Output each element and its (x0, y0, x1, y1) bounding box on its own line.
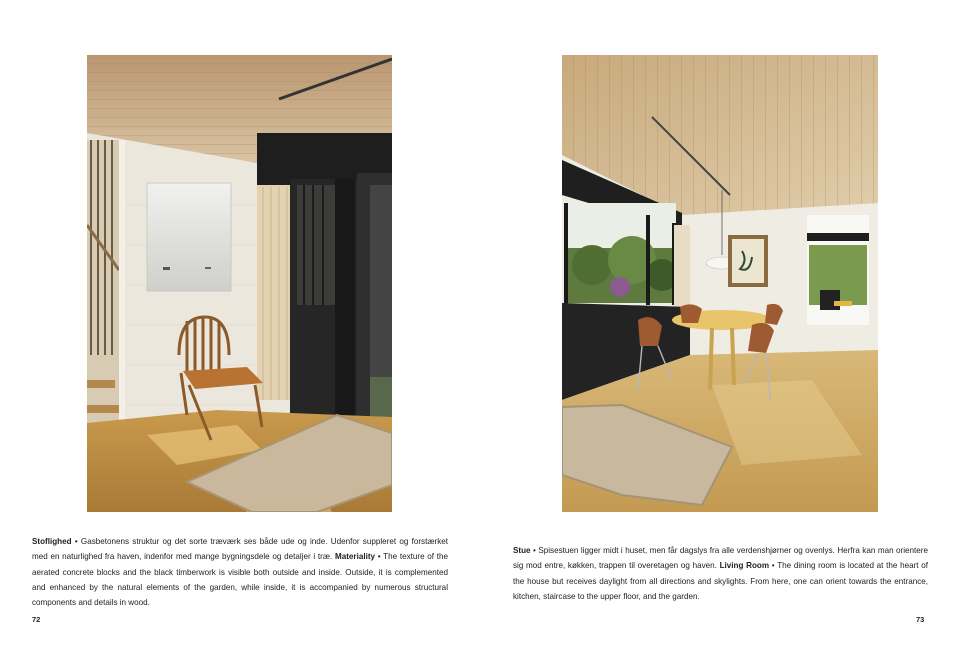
caption-text-en: The dining room is located at the heart of the house but receives daylight from all directions and skylights. From here, one can orient towards the entrance, kitchen, staircase to the upper floor, and the garden. (513, 561, 929, 601)
bullet: • (533, 546, 536, 555)
caption-heading-da: Stue (513, 546, 531, 555)
caption-right (513, 543, 928, 604)
page-number-right: 73 (916, 615, 925, 624)
page-number-left: 72 (32, 615, 41, 624)
caption-heading-da: Stoflighed (32, 537, 72, 546)
caption-text-da: Gasbetonens struktur og det sorte træværk ses både ude og inde. Udenfor suppleret og forstærket med en naturlighed fra haven, indenfor med mange bygningsdele og detaljer i træ. (32, 537, 449, 562)
dining-room-photo (562, 55, 878, 512)
caption-text-en: The texture of the aerated concrete blocks and the black timberwork is visible both outside and inside. Outside, it is complemented and enhanced by the natural elements of the garden, while inside, it is accompanied by numerous structural components and details in wood. (32, 552, 448, 608)
caption-text-da: Spisestuen ligger midt i huset, men får dagslys fra alle verdenshjørner og ovenlys. Herfra kan man orientere sig mod entre, køkken, trappen til overetagen og haven. (513, 546, 928, 571)
caption-heading-en: Materiality (334, 552, 376, 562)
bullet: • (771, 561, 775, 571)
caption-left (32, 534, 448, 610)
hallway-photo (87, 55, 392, 512)
bullet: • (377, 552, 381, 562)
bullet: • (74, 537, 78, 546)
caption-heading-en: Living Room (719, 561, 770, 571)
